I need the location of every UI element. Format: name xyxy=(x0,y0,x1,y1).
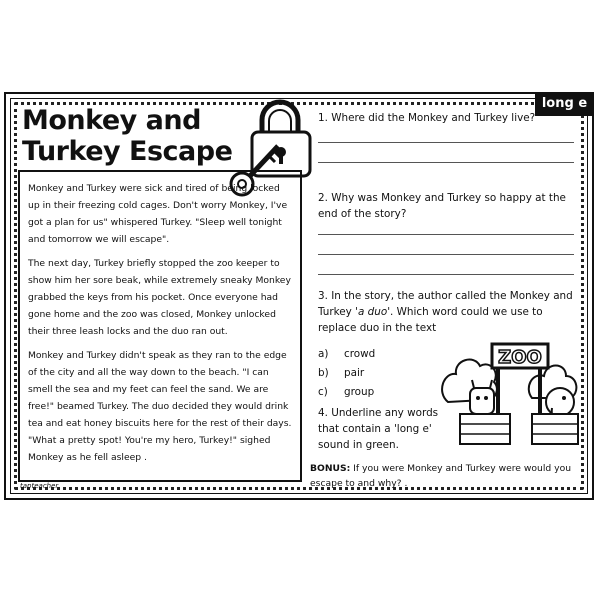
title-line-2: Turkey Escape xyxy=(22,136,233,167)
option-b[interactable] xyxy=(318,364,375,383)
brand-logo: tapteacher xyxy=(20,482,59,490)
bonus-question xyxy=(310,461,580,491)
story-paragraph-1: Monkey and Turkey were sick and tired of being locked up in their freezing cold cages. Don't worry Monkey, I've got a plan for us" whispered Turkey. "Sleep well tonight and tomorrow we will escape". xyxy=(28,183,288,245)
question-3-quote: 'a duo' xyxy=(355,306,391,318)
answer-options xyxy=(318,345,375,402)
option-letter: b) xyxy=(318,367,329,379)
option-letter: c) xyxy=(318,386,328,398)
answer-line[interactable] xyxy=(318,234,574,235)
option-text: group xyxy=(344,386,375,398)
answer-line[interactable] xyxy=(318,142,574,143)
story-paragraph-3: Monkey and Turkey didn't speak as they ran to the edge of the city and all the way down to the beach. "I can smell the sea and my feet can feel the sand. We are free!" beamed Turkey. The duo decided they would drink tea and eat honey biscuits here for the rest of their days. "What a pretty spot! You're my hero, Turkey!" sighed Monkey as he fell asleep . xyxy=(28,350,292,463)
question-1: 1. Where did the Monkey and Turkey live? xyxy=(318,112,536,124)
title-line-1: Monkey and xyxy=(22,105,201,136)
question-4: 4. Underline any words that contain a 'long e' sound in green. xyxy=(318,407,439,451)
story-box xyxy=(18,170,302,482)
worksheet-title xyxy=(22,105,242,167)
option-a[interactable] xyxy=(318,345,375,364)
story-paragraph-2: The next day, Turkey briefly stopped the zoo keeper to show him her sore beak, while extremely sneaky Monkey grabbed the keys from his pocket. Once everyone had gone home and the zoo was closed, Monkey unlocked their three leash locks and the duo ran out. xyxy=(28,258,291,337)
question-2: 2. Why was Monkey and Turkey so happy at the end of the story? xyxy=(318,192,566,220)
bonus-label: BONUS: xyxy=(310,463,351,474)
answer-line[interactable] xyxy=(318,254,574,255)
option-text: crowd xyxy=(344,348,376,360)
answer-line[interactable] xyxy=(318,162,574,163)
option-c[interactable] xyxy=(318,383,375,402)
zoo-sign-text: ZOO xyxy=(498,347,542,368)
option-letter: a) xyxy=(318,348,329,360)
answer-line[interactable] xyxy=(318,274,574,275)
bonus-text: If you were Monkey and Turkey were would you escape to and why? . xyxy=(310,463,572,489)
option-text: pair xyxy=(344,367,365,379)
zoo-illustration xyxy=(440,332,580,452)
question-3-text: 3. In the story, the author called the Monkey and Turkey xyxy=(318,290,573,318)
question-3-text-end: . Which word could we use to replace duo in the text xyxy=(318,306,543,334)
question-3 xyxy=(318,288,580,336)
phonics-tag: long e xyxy=(535,92,594,116)
